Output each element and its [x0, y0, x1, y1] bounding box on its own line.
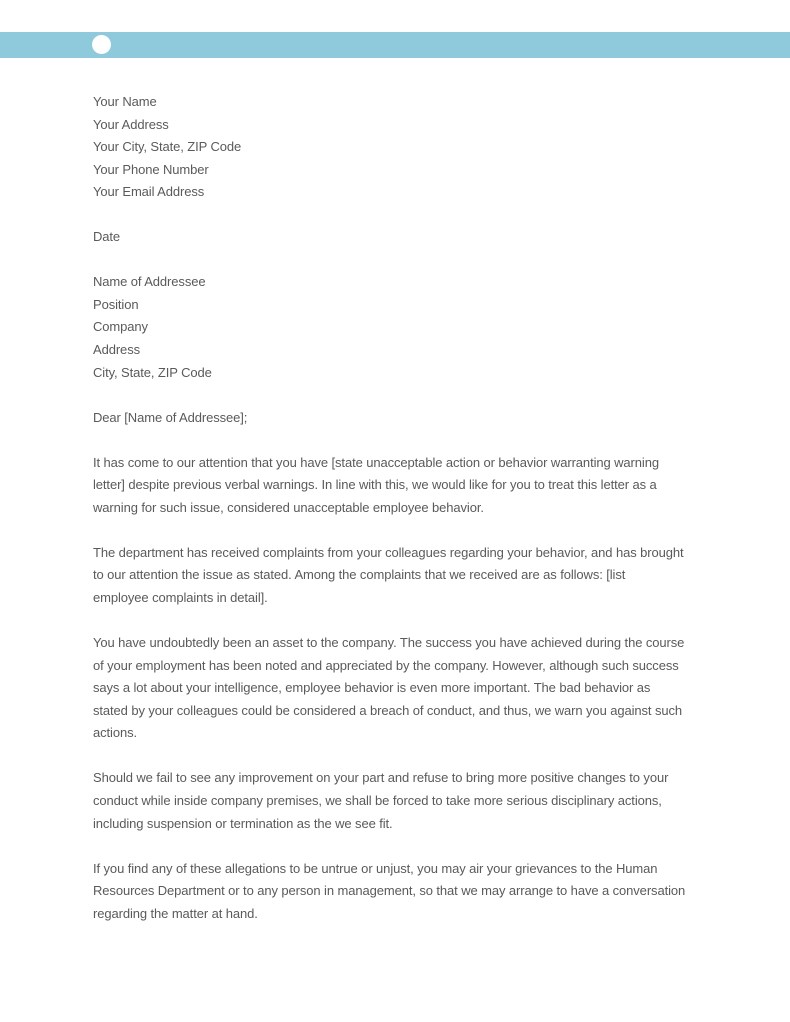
sender-city-state-zip: Your City, State, ZIP Code — [93, 139, 242, 155]
paragraph-4 — [93, 767, 713, 835]
recipient-position: Position — [93, 296, 139, 312]
spacer — [93, 249, 713, 272]
spacer — [93, 835, 713, 858]
recipient-address: Address — [93, 342, 140, 358]
recipient-block — [93, 271, 713, 384]
paragraph-line: letter] despite previous verbal warnings. In line with this, we would like for you to treat this letter as a — [93, 477, 657, 493]
paragraph-line: says a lot about your intelligence, employee behavior is even more important. The bad behavior as — [93, 680, 651, 696]
spacer — [93, 610, 713, 633]
sender-email: Your Email Address — [93, 184, 205, 200]
paragraph-1 — [93, 452, 713, 520]
circle-decoration-icon — [92, 35, 111, 54]
sender-phone: Your Phone Number — [93, 161, 209, 177]
paragraph-line: It has come to our attention that you have [state unacceptable action or behavior warranting warning — [93, 454, 659, 470]
paragraph-2 — [93, 542, 713, 610]
paragraph-line: If you find any of these allegations to be untrue or unjust, you may air your grievances to the Human — [93, 860, 658, 876]
paragraph-line: to our attention the issue as stated. Among the complaints that we received are as follows: [list — [93, 567, 626, 583]
paragraph-5 — [93, 858, 713, 926]
recipient-company: Company — [93, 319, 148, 335]
letter-body — [93, 91, 713, 925]
salutation: Dear [Name of Addressee]; — [93, 409, 248, 425]
header-accent-bar — [0, 32, 790, 58]
paragraph-line: actions. — [93, 725, 138, 741]
paragraph-line: You have undoubtedly been an asset to the company. The success you have achieved during the course — [93, 635, 685, 651]
paragraph-line: employee complaints in detail]. — [93, 590, 268, 606]
paragraph-line: stated by your colleagues could be considered a breach of conduct, and thus, we warn you against such — [93, 702, 682, 718]
spacer — [93, 429, 713, 452]
paragraph-line: including suspension or termination as the we see fit. — [93, 815, 393, 831]
spacer — [93, 384, 713, 407]
recipient-city-state-zip: City, State, ZIP Code — [93, 364, 212, 380]
paragraph-line: Resources Department or to any person in management, so that we may arrange to have a conversation — [93, 883, 686, 899]
recipient-name: Name of Addressee — [93, 274, 206, 290]
paragraph-line: conduct while inside company premises, we shall be forced to take more serious disciplinary actions, — [93, 792, 662, 808]
paragraph-line: The department has received complaints from your colleagues regarding your behavior, and has brought — [93, 544, 684, 560]
paragraph-line: regarding the matter at hand. — [93, 905, 258, 921]
spacer — [93, 519, 713, 542]
spacer — [93, 204, 713, 227]
date-line: Date — [93, 229, 121, 245]
paragraph-line: of your employment has been noted and appreciated by the company. However, although such success — [93, 657, 679, 673]
paragraph-line: Should we fail to see any improvement on your part and refuse to bring more positive changes to your — [93, 770, 669, 786]
paragraph-3 — [93, 632, 713, 745]
sender-name: Your Name — [93, 94, 157, 109]
spacer — [93, 745, 713, 768]
paragraph-line: warning for such issue, considered unacceptable employee behavior. — [93, 499, 484, 515]
sender-address: Your Address — [93, 116, 169, 132]
sender-block — [93, 91, 713, 204]
